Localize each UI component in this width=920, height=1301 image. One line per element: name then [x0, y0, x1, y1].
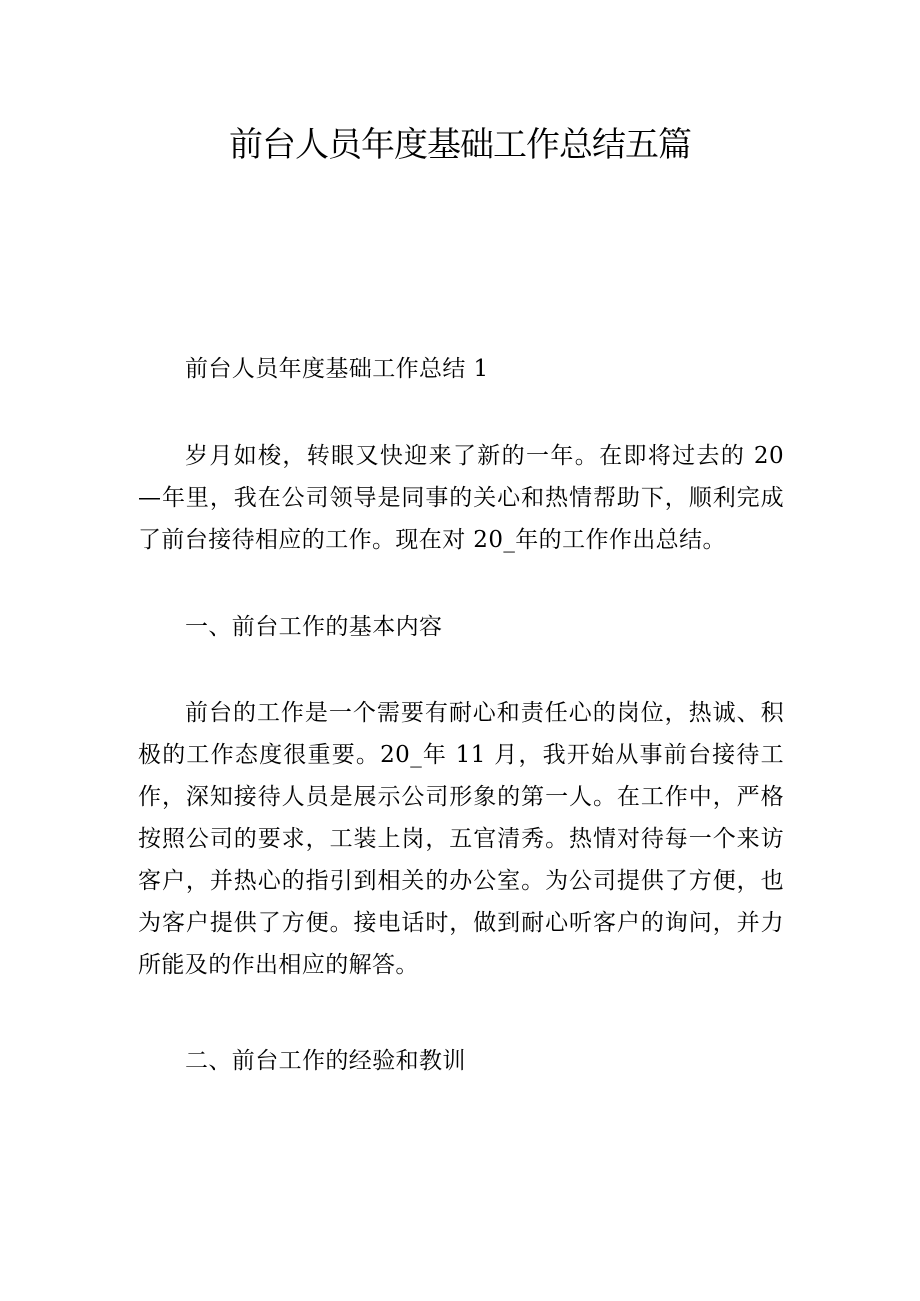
paragraph-intro: 岁月如梭，转眼又快迎来了新的一年。在即将过去的 20—年里，我在公司领导是同事的关心和热情帮助下，顺利完成了前台接待相应的工作。现在对 20_年的工作作出总结。 — [138, 443, 784, 553]
heading-basic-content: 一、前台工作的基本内容 — [185, 614, 443, 640]
paragraph-basic-content: 前台的工作是一个需要有耐心和责任心的岗位，热诚、积极的工作态度很重要。20_年 11 月，我开始从事前台接待工作，深知接待人员是展示公司形象的第一人。在工作中，严格按照公司的要求，工装上岗，五官清秀。热情对待每一个来访客户，并热心的指引到相关的办公室。为公司提供了方便，也为客户提供了方便。接电话时，做到耐心听客户的询问，并力所能及的作出相应的解答。 — [138, 700, 784, 978]
document-title: 前台人员年度基础工作总结五篇 — [229, 125, 691, 165]
section-title: 前台人员年度基础工作总结 1 — [185, 356, 489, 382]
heading-experience: 二、前台工作的经验和教训 — [185, 1048, 466, 1074]
